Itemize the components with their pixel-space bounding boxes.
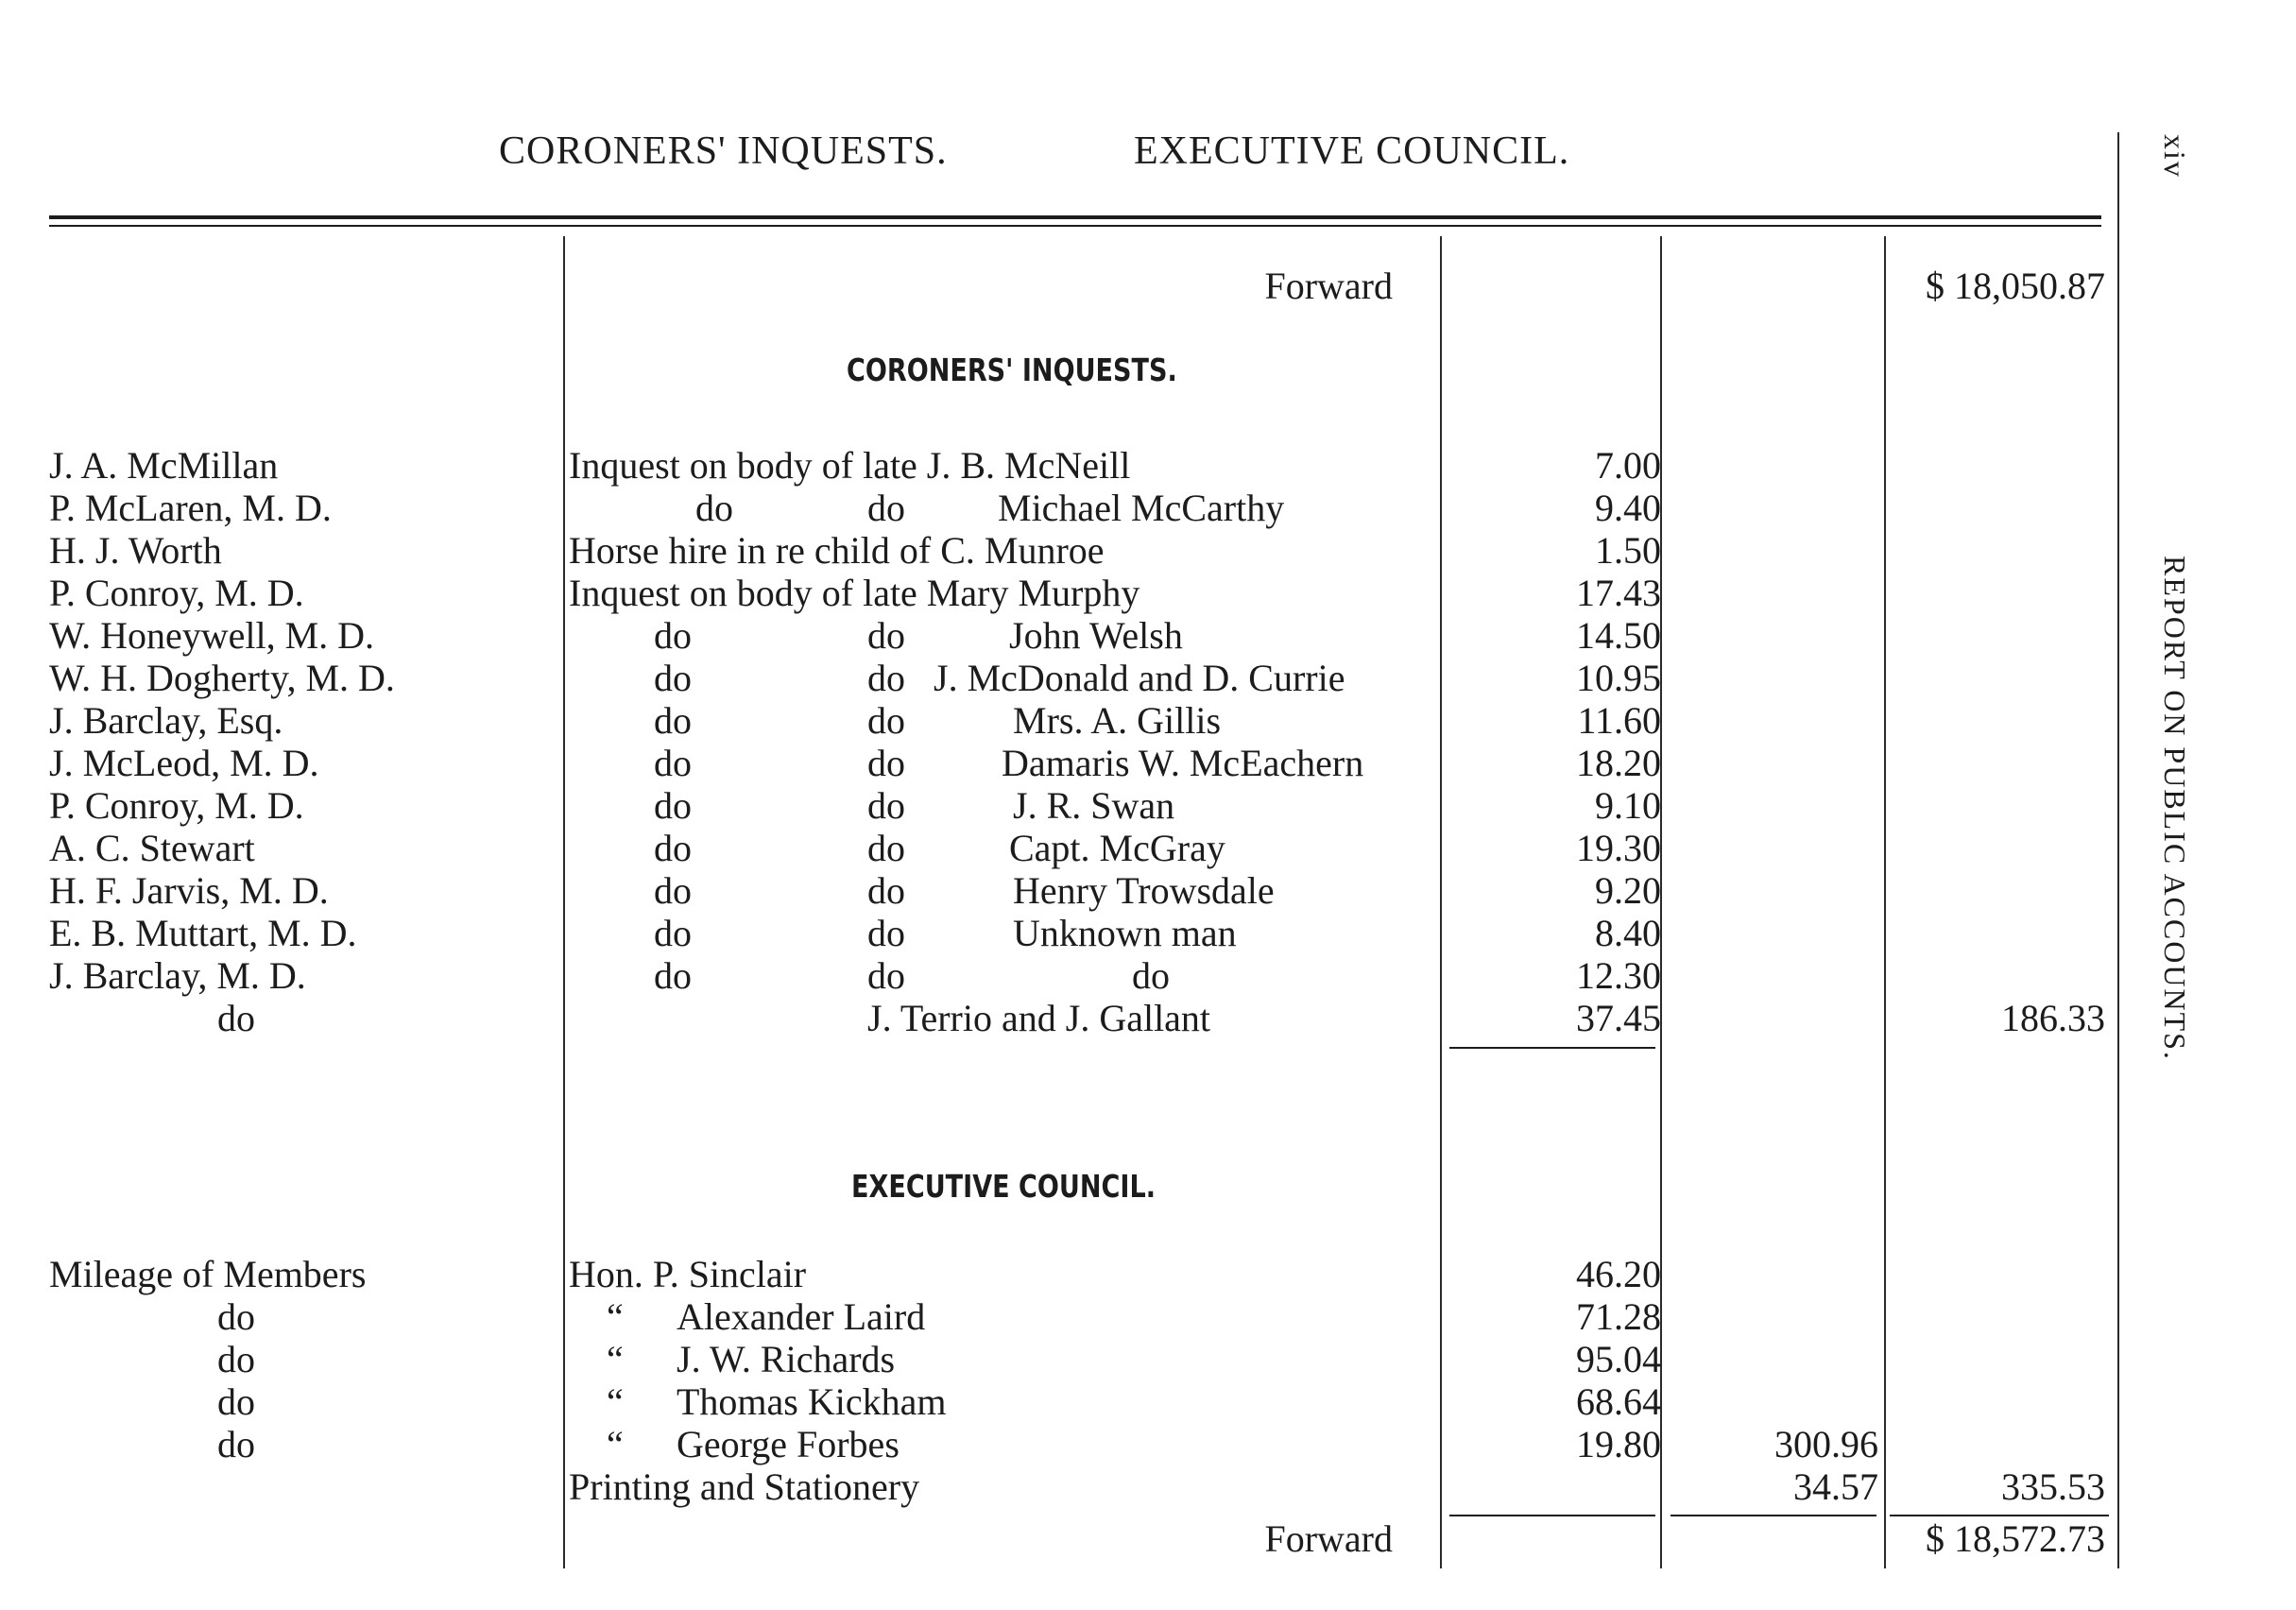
- member-name: Thomas Kickham: [677, 1380, 947, 1423]
- ditto-mark: do: [654, 827, 692, 869]
- subtotal: 300.96: [1774, 1423, 1878, 1465]
- forward-bottom-row: [0, 1517, 2296, 1560]
- payee-name: J. Barclay, M. D.: [49, 954, 306, 997]
- payee-name: do: [217, 1380, 255, 1423]
- forward-top-label: Forward: [1264, 265, 1393, 307]
- payee-name: do: [217, 1338, 255, 1380]
- table-row: [0, 1253, 2296, 1295]
- amount: 68.64: [1576, 1380, 1661, 1423]
- member-name: Alexander Laird: [677, 1295, 926, 1338]
- table-row: [0, 572, 2296, 614]
- payee-name: do: [217, 1295, 255, 1338]
- amount: 17.43: [1576, 572, 1661, 614]
- payee-name: H. J. Worth: [49, 529, 222, 572]
- amount: 46.20: [1576, 1253, 1661, 1295]
- table-row: [0, 699, 2296, 742]
- executive-section-heading: EXECUTIVE COUNCIL.: [851, 1168, 1156, 1205]
- payee-name: J. Barclay, Esq.: [49, 699, 283, 742]
- ditto-mark: do: [867, 827, 905, 869]
- ditto-mark: do: [654, 742, 692, 784]
- table-row: [0, 614, 2296, 657]
- payee-name: Mileage of Members: [49, 1253, 367, 1295]
- forward-bottom-label: Forward: [1264, 1517, 1393, 1560]
- member-name: Hon. P. Sinclair: [569, 1253, 807, 1295]
- deceased-name: Damaris W. McEachern: [1002, 742, 1364, 784]
- side-running-title: REPORT ON PUBLIC ACCOUNTS.: [2158, 556, 2192, 1061]
- payee-name: do: [217, 997, 255, 1039]
- forward-top-total: $ 18,050.87: [1926, 265, 2105, 307]
- ditto-mark: “: [607, 1338, 624, 1380]
- section-total: 186.33: [2001, 997, 2105, 1039]
- table-row: [0, 487, 2296, 529]
- ditto-mark: do: [867, 742, 905, 784]
- amount: 71.28: [1576, 1295, 1661, 1338]
- amount: 14.50: [1576, 614, 1661, 657]
- ditto-mark: do: [1132, 954, 1170, 997]
- table-row: [0, 657, 2296, 699]
- description: Printing and Stationery: [569, 1465, 920, 1508]
- subtotal: 34.57: [1793, 1465, 1878, 1508]
- payee-name: W. H. Dogherty, M. D.: [49, 657, 395, 699]
- ditto-mark: do: [867, 614, 905, 657]
- deceased-name: Capt. McGray: [1009, 827, 1225, 869]
- ditto-mark: “: [607, 1380, 624, 1423]
- table-row: [0, 912, 2296, 954]
- table-row: [0, 1380, 2296, 1423]
- payee-name: W. Honeywell, M. D.: [49, 614, 375, 657]
- ditto-mark: do: [867, 912, 905, 954]
- ditto-mark: do: [654, 657, 692, 699]
- amount: 11.60: [1577, 699, 1661, 742]
- table-row: [0, 997, 2296, 1039]
- amount: 9.40: [1595, 487, 1661, 529]
- amount: 37.45: [1576, 997, 1661, 1039]
- payee-name: A. C. Stewart: [49, 827, 255, 869]
- table-row: [0, 529, 2296, 572]
- coroners-section-heading: CORONERS' INQUESTS.: [847, 351, 1177, 388]
- amount: 95.04: [1576, 1338, 1661, 1380]
- table-row: [0, 827, 2296, 869]
- table-row: [0, 1338, 2296, 1380]
- table-row: [0, 869, 2296, 912]
- ditto-mark: do: [867, 869, 905, 912]
- table-row: [0, 444, 2296, 487]
- ditto-mark: do: [654, 784, 692, 827]
- side-page-number: xiv: [2158, 134, 2192, 179]
- amount: 9.20: [1595, 869, 1661, 912]
- deceased-name: Henry Trowsdale: [1013, 869, 1275, 912]
- executive-sum-line-amounts: [1449, 1515, 1655, 1516]
- ditto-mark: do: [867, 487, 905, 529]
- description: Inquest on body of late Mary Murphy: [569, 572, 1140, 614]
- deceased-name: J. R. Swan: [1013, 784, 1175, 827]
- table-row: [0, 954, 2296, 997]
- section-total: 335.53: [2001, 1465, 2105, 1508]
- amount: 9.10: [1595, 784, 1661, 827]
- ditto-mark: do: [867, 954, 905, 997]
- executive-sum-line-totals: [1890, 1515, 2109, 1516]
- header-left-title: CORONERS' INQUESTS.: [499, 129, 948, 173]
- ditto-mark: do: [654, 699, 692, 742]
- payee-name: P. Conroy, M. D.: [49, 784, 304, 827]
- amount: 12.30: [1576, 954, 1661, 997]
- payee-name: P. Conroy, M. D.: [49, 572, 304, 614]
- deceased-name: J. Terrio and J. Gallant: [867, 997, 1211, 1039]
- payee-name: H. F. Jarvis, M. D.: [49, 869, 329, 912]
- description: Inquest on body of late J. B. McNeill: [569, 444, 1131, 487]
- deceased-name: J. McDonald and D. Currie: [934, 657, 1345, 699]
- table-row: [0, 784, 2296, 827]
- header-right-title: EXECUTIVE COUNCIL.: [1134, 129, 1570, 173]
- amount: 7.00: [1595, 444, 1661, 487]
- ditto-mark: do: [654, 912, 692, 954]
- header-rule-thin: [49, 225, 2101, 227]
- ditto-mark: do: [867, 657, 905, 699]
- table-row: [0, 1295, 2296, 1338]
- executive-sum-line-subtotals: [1671, 1515, 1876, 1516]
- member-name: J. W. Richards: [677, 1338, 896, 1380]
- table-row: [0, 1423, 2296, 1465]
- amount: 19.80: [1576, 1423, 1661, 1465]
- amount: 10.95: [1576, 657, 1661, 699]
- deceased-name: John Welsh: [1009, 614, 1183, 657]
- deceased-name: Mrs. A. Gillis: [1013, 699, 1222, 742]
- amount: 19.30: [1576, 827, 1661, 869]
- amount: 8.40: [1595, 912, 1661, 954]
- ditto-mark: do: [867, 784, 905, 827]
- ditto-mark: do: [654, 954, 692, 997]
- ditto-mark: do: [654, 869, 692, 912]
- payee-name: E. B. Muttart, M. D.: [49, 912, 357, 954]
- forward-bottom-total: $ 18,572.73: [1926, 1517, 2105, 1560]
- coroners-sum-line: [1449, 1047, 1655, 1049]
- ditto-mark: “: [607, 1295, 624, 1338]
- header-rule-thick: [49, 215, 2101, 219]
- ditto-mark: do: [695, 487, 733, 529]
- table-row: [0, 1465, 2296, 1508]
- payee-name: do: [217, 1423, 255, 1465]
- deceased-name: Michael McCarthy: [998, 487, 1285, 529]
- payee-name: J. McLeod, M. D.: [49, 742, 319, 784]
- ditto-mark: “: [607, 1423, 624, 1465]
- amount: 1.50: [1595, 529, 1661, 572]
- ditto-mark: do: [867, 699, 905, 742]
- payee-name: P. McLaren, M. D.: [49, 487, 332, 529]
- deceased-name: Unknown man: [1013, 912, 1237, 954]
- forward-top-row: [0, 265, 2296, 307]
- member-name: George Forbes: [677, 1423, 900, 1465]
- payee-name: J. A. McMillan: [49, 444, 279, 487]
- ditto-mark: do: [654, 614, 692, 657]
- amount: 18.20: [1576, 742, 1661, 784]
- description: Horse hire in re child of C. Munroe: [569, 529, 1105, 572]
- table-row: [0, 742, 2296, 784]
